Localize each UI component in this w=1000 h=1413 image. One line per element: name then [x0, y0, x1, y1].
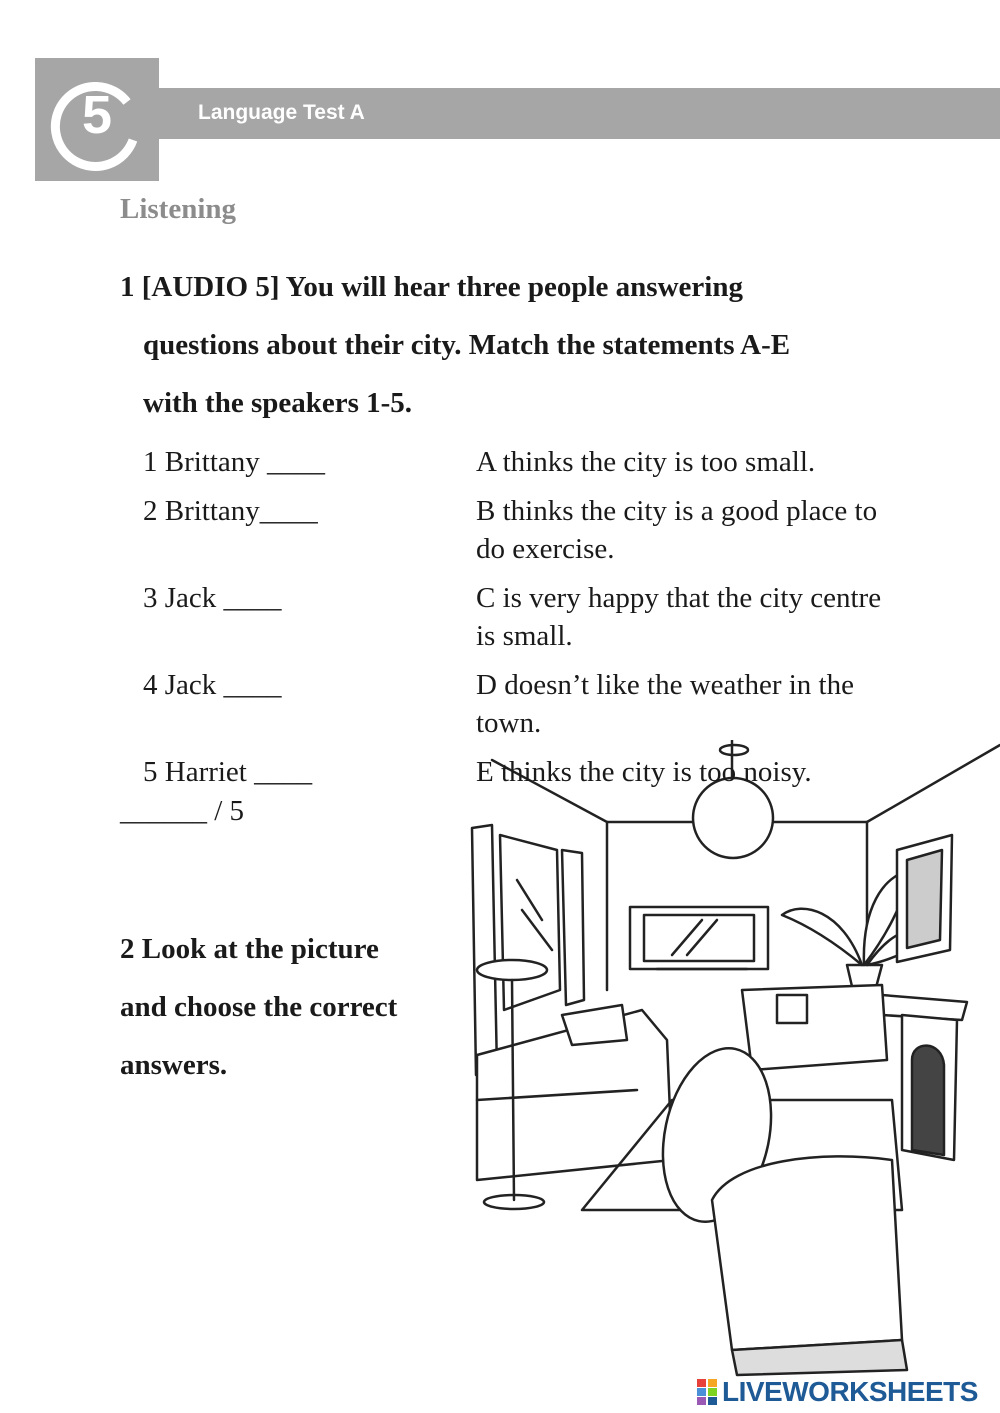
question2-line1: 2 Look at the picture — [120, 933, 379, 965]
statement-a — [476, 443, 966, 481]
header-title: Language Test A — [198, 101, 365, 124]
question1-instruction — [120, 258, 940, 432]
speaker-item-5[interactable]: 5 Harriet ____ — [143, 756, 313, 788]
statement-b — [476, 492, 966, 568]
question1-line3: with the speakers 1-5. — [143, 387, 413, 419]
statement-c-line1: C is very happy that the city centre — [476, 582, 882, 614]
section-heading: Listening — [120, 193, 237, 225]
statement-d-line1: D doesn’t like the weather in the — [476, 669, 854, 701]
liveworksheets-logo[interactable] — [696, 1375, 978, 1409]
question2-line2: and choose the correct — [120, 991, 398, 1023]
statement-b-line1: B thinks the city is a good place to — [476, 495, 878, 527]
statement-e — [476, 753, 966, 791]
question2-instruction — [120, 920, 460, 1094]
header-bar — [159, 88, 1000, 139]
statement-e-line1: E thinks the city is too noisy. — [476, 756, 812, 788]
statement-b-line2: do exercise. — [476, 533, 615, 565]
speaker-item-1[interactable]: 1 Brittany ____ — [143, 446, 326, 478]
unit-badge — [35, 58, 159, 181]
statement-c-line2: is small. — [476, 620, 573, 652]
living-room-illustration — [462, 740, 1000, 1380]
statement-d — [476, 666, 966, 742]
speaker-item-4[interactable]: 4 Jack ____ — [143, 669, 282, 701]
score-line: ______ / 5 — [120, 795, 245, 827]
liveworksheets-logo-text: LIVEWORKSHEETS — [722, 1376, 978, 1407]
statement-d-line2: town. — [476, 707, 542, 739]
speaker-item-3[interactable]: 3 Jack ____ — [143, 582, 282, 614]
statement-c — [476, 579, 966, 655]
question2-line3: answers. — [120, 1049, 228, 1081]
question1-line1: 1 [AUDIO 5] You will hear three people answering — [120, 271, 743, 303]
liveworksheets-logo-icon — [696, 1377, 718, 1407]
statement-a-line1: A thinks the city is too small. — [476, 446, 816, 478]
unit-number: 5 — [81, 85, 113, 145]
question1-line2: questions about their city. Match the statements A-E — [143, 329, 791, 361]
speaker-item-2[interactable]: 2 Brittany____ — [143, 495, 318, 527]
